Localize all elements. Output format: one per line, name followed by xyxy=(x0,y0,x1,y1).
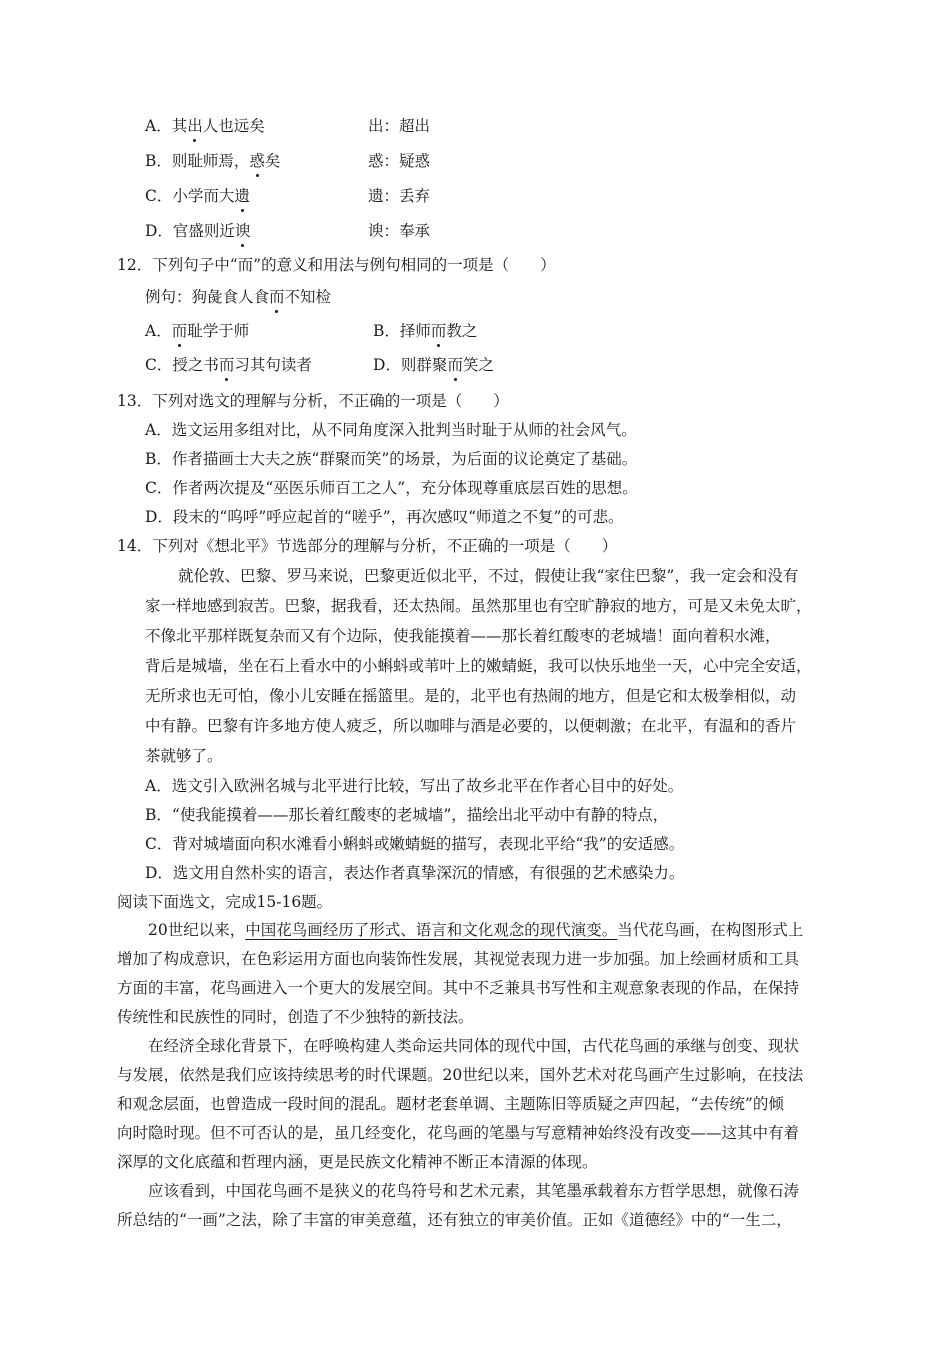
passage-line: 无所求也无可怕，像小儿安睡在摇篮里。是的，北平也有热闹的地方，但是它和太极拳相似，动 xyxy=(145,687,797,705)
q11-gloss-b: 惑：疑惑 xyxy=(368,152,431,170)
q12-stem: 12．下列句子中“而”的意义和用法与例句相同的一项是（ ） xyxy=(117,256,556,274)
q11-gloss-a: 出：超出 xyxy=(368,117,431,135)
q13-option-c: C．作者两次提及“巫医乐师百工之人”，充分体现尊重底层百姓的思想。 xyxy=(145,479,638,497)
q14-option-b: B．“使我能摸着——那长着红酸枣的老城墙”，描绘出北平动中有静的特点， xyxy=(145,806,669,824)
reading-line: 与发展，依然是我们应该持续思考的时代课题。20世纪以来，国外艺术对花鸟画产生过影响，在技法 xyxy=(117,1066,804,1084)
reading-intro: 阅读下面选文，完成15-16题。 xyxy=(117,893,333,911)
q14-option-d: D．选文用自然朴实的语言，表达作者真挚深沉的情感，有很强的艺术感染力。 xyxy=(145,864,685,882)
passage-line: 中有静。巴黎有许多地方使人疲乏，所以咖啡与酒是必要的，以便刺激；在北平，有温和的香片 xyxy=(145,717,797,735)
emphasis-dot: 而 xyxy=(447,356,463,374)
emphasis-dot: 而 xyxy=(171,322,188,340)
emphasis-dot: 出 xyxy=(187,117,203,135)
reading-line: 应该看到，中国花鸟画不是狭义的花鸟符号和艺术元素，其笔墨承载着东方哲学思想，就像石涛 xyxy=(148,1182,800,1200)
q12-option-b: B．择师而教之 xyxy=(373,322,478,340)
emphasis-dot: 遗 xyxy=(234,187,250,205)
q14-stem: 14．下列对《想北平》节选部分的理解与分析，不正确的一项是（ ） xyxy=(117,537,618,555)
q11-gloss-c: 遗：丢弃 xyxy=(368,187,431,205)
emphasis-dot: 惑 xyxy=(249,152,265,170)
passage-line: 就伦敦、巴黎、罗马来说，巴黎更近似北平，不过，假使让我“家住巴黎”，我一定会和没有 xyxy=(178,567,799,585)
reading-line: 向时隐时现。但不可否认的是，虽几经变化，花鸟画的笔墨与写意精神始终没有改变——这其中有着 xyxy=(117,1124,800,1142)
q11-option-a: A．其出人也远矣 xyxy=(145,117,265,135)
q12-example: 例句：狗彘食人食而不知检 xyxy=(145,288,332,306)
q12-option-a: A．而耻学于师 xyxy=(145,322,250,340)
q14-option-c: C．背对城墙面向积水滩看小蝌蚪或嫩蜻蜓的描写，表现北平给“我”的安适感。 xyxy=(145,835,685,853)
q12-option-c: C．授之书而习其句读者 xyxy=(145,356,312,374)
reading-line: 所总结的“一画”之法，除了丰富的审美意蕴，还有独立的审美价值。正如《道德经》中的“一生二， xyxy=(117,1211,792,1229)
q11-option-b: B．则耻师焉，惑矣 xyxy=(145,152,281,170)
passage-line: 家一样地感到寂苦。巴黎，据我看，还太热闹。虽然那里也有空旷静寂的地方，可是又未免太旷， xyxy=(145,597,812,615)
passage-line: 背后是城墙，坐在石上看水中的小蝌蚪或苇叶上的嫩蜻蜓，我可以快乐地坐一天，心中完全安适， xyxy=(145,657,812,675)
passage-line: 不像北平那样既复杂而又有个边际，使我能摸着——那长着红酸枣的老城墙！面向着积水滩， xyxy=(145,627,781,645)
emphasis-dot: 谀 xyxy=(234,222,251,240)
q14-option-a: A．选文引入欧洲名城与北平进行比较，写出了故乡北平在作者心目中的好处。 xyxy=(145,777,684,795)
reading-p1-first-line: 20世纪以来，中国花鸟画经历了形式、语言和文化观念的现代演变。当代花鸟画，在构图形式上 xyxy=(148,921,804,939)
q11-option-c: C．小学而大遗 xyxy=(145,187,250,205)
reading-line: 增加了构成意识，在色彩运用方面也向装饰性发展，其视觉表现力进一步加强。加上绘画材质和工具 xyxy=(117,950,800,968)
emphasis-dot: 而 xyxy=(430,322,447,340)
q13-option-a: A．选文运用多组对比，从不同角度深入批判当时耻于从师的社会风气。 xyxy=(145,421,637,439)
reading-line: 方面的丰富，花鸟画进入一个更大的发展空间。其中不乏兼具书写性和主观意象表现的作品，在保持 xyxy=(117,979,800,997)
reading-line: 在经济全球化背景下，在呼唤构建人类命运共同体的现代中国，古代花鸟画的承继与创变、现状 xyxy=(148,1037,800,1055)
reading-line: 和观念层面，也曾造成一段时间的混乱。题材老套单调、主题陈旧等质疑之声四起，“去传统”的倾 xyxy=(117,1095,784,1113)
underlined-sentence: 中国花鸟画经历了形式、语言和文化观念的现代演变。 xyxy=(245,921,618,939)
passage-line: 茶就够了。 xyxy=(145,747,223,765)
q13-option-b: B．作者描画士大夫之族“群聚而笑”的场景，为后面的议论奠定了基础。 xyxy=(145,450,638,468)
reading-line: 深厚的文化底蕴和哲理内涵，更是民族文化精神不断正本清源的体现。 xyxy=(117,1153,598,1171)
reading-line: 传统性和民族性的同时，创造了不少独特的新技法。 xyxy=(117,1008,474,1026)
q13-option-d: D．段末的“呜呼”呼应起首的“嗟乎”，再次感叹“师道之不复”的可悲。 xyxy=(145,508,624,526)
emphasis-dot: 而 xyxy=(269,288,285,306)
q11-gloss-d: 谀：奉承 xyxy=(368,222,431,240)
q13-stem: 13．下列对选文的理解与分析，不正确的一项是（ ） xyxy=(117,392,509,410)
q11-option-d: D．官盛则近谀 xyxy=(145,222,251,240)
q12-option-d: D．则群聚而笑之 xyxy=(373,356,494,374)
emphasis-dot: 而 xyxy=(218,356,235,374)
